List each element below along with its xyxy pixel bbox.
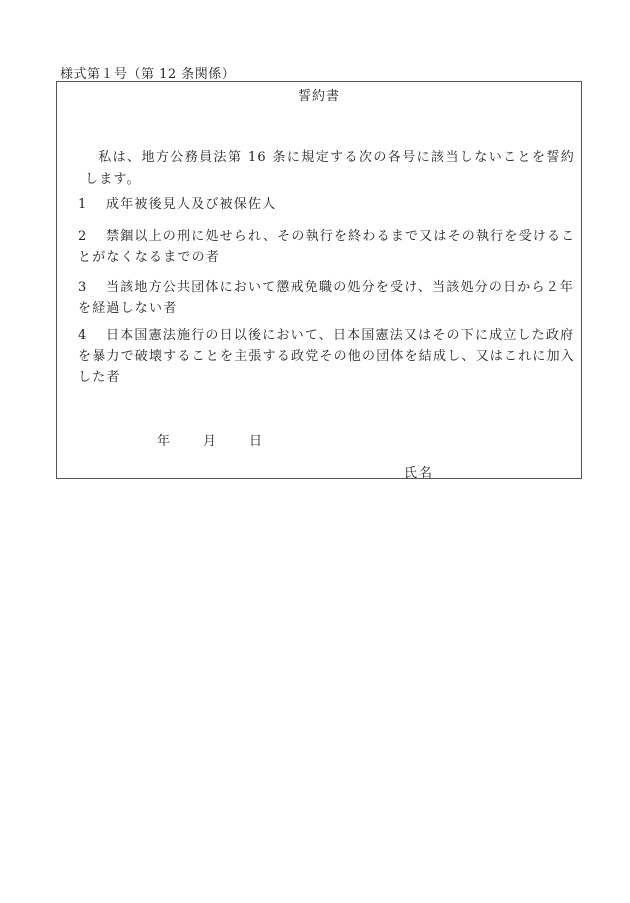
clause-number: 4 — [78, 328, 88, 343]
clause-item — [78, 325, 578, 388]
clause-item — [78, 226, 578, 268]
form-number: 様式第１号（第 12 条関係） — [60, 67, 236, 82]
clause-text: 成年被後見人及び被保佐人 — [106, 197, 277, 212]
document-title: 誓約書 — [297, 89, 340, 104]
date-year-label: 年 — [157, 434, 171, 449]
clause-number: 1 — [78, 197, 88, 212]
clause-item — [78, 277, 578, 319]
date-line[interactable] — [157, 430, 262, 449]
clause-number: 3 — [78, 280, 88, 295]
intro-paragraph — [85, 147, 575, 191]
date-month-label: 月 — [203, 434, 217, 449]
clause-text: 禁錮以上の刑に処せられ、その執行を終わるまで又はその執行を受けることがなくなるまでの者 — [78, 229, 576, 265]
clause-number: 2 — [78, 229, 88, 244]
clause-item — [78, 194, 578, 215]
clause-text: 日本国憲法施行の日以後において、日本国憲法又はその下に成立した政府を暴力で破壊することを主張する政党その他の団体を結成し、又はこれに加入した者 — [78, 328, 576, 385]
signature-name-label: 氏名 — [404, 466, 435, 481]
clause-text: 当該地方公共団体において懲戒免職の処分を受け、当該処分の日から２年を経過しない者 — [78, 280, 575, 316]
intro-text: 私は、地方公務員法第 16 条に規定する次の各号に該当しないことを誓約します。 — [85, 150, 575, 187]
date-day-label: 日 — [249, 434, 263, 449]
pledge-form-box — [56, 81, 582, 479]
